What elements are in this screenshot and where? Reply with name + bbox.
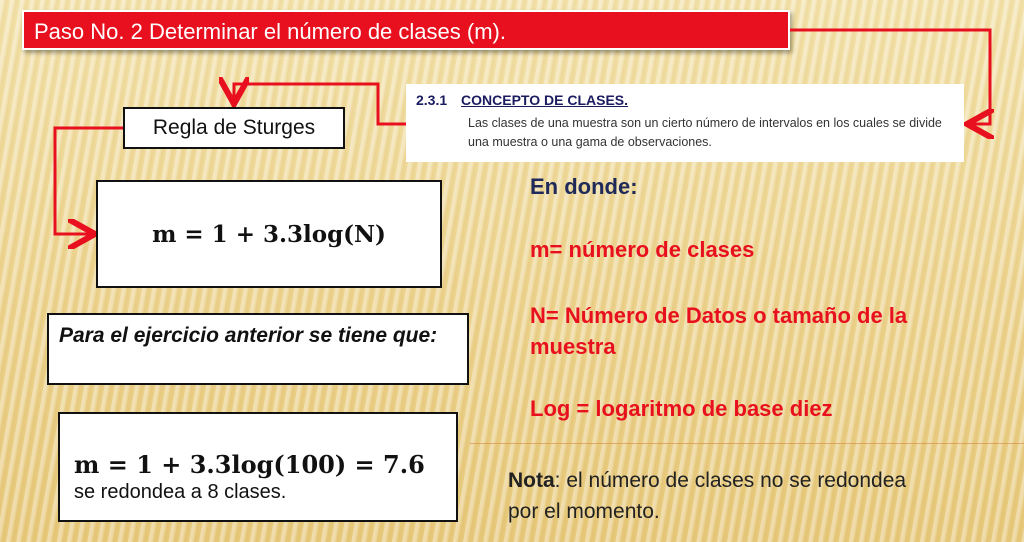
definition-log: Log = logaritmo de base diez <box>530 396 833 421</box>
definition-n: N= Número de Datos o tamaño de la muestra <box>530 303 908 359</box>
slide-title: Paso No. 2 Determinar el número de clases (m). <box>22 10 790 50</box>
concept-definition-card <box>406 84 964 162</box>
formula-main-text: m = 1 + 3.3log(N) <box>152 220 386 248</box>
rounding-note: se redondea a 8 clases. <box>74 481 287 503</box>
nota-note <box>508 465 908 527</box>
definitions-header: En donde: <box>530 174 638 199</box>
result-box <box>58 412 458 522</box>
nota-label: Nota <box>508 469 555 492</box>
exercise-intro: Para el ejercicio anterior se tiene que: <box>47 313 469 385</box>
concept-title: CONCEPTO DE CLASES. <box>461 92 629 108</box>
concept-number: 2.3.1 <box>416 92 448 108</box>
result-formula: m = 1 + 3.3log(100) = 7.6 <box>74 450 425 479</box>
sturges-formula <box>96 180 442 288</box>
sturges-rule-label: Regla de Sturges <box>123 107 345 149</box>
divider-line <box>470 443 1024 444</box>
concept-text: Las clases de una muestra son un cierto número de intervalos en los cuales se divide una muestra o una gama de observaciones. <box>468 116 942 149</box>
nota-text: : el número de clases no se redondea por el momento. <box>508 469 907 523</box>
definition-m: m= número de clases <box>530 237 755 262</box>
